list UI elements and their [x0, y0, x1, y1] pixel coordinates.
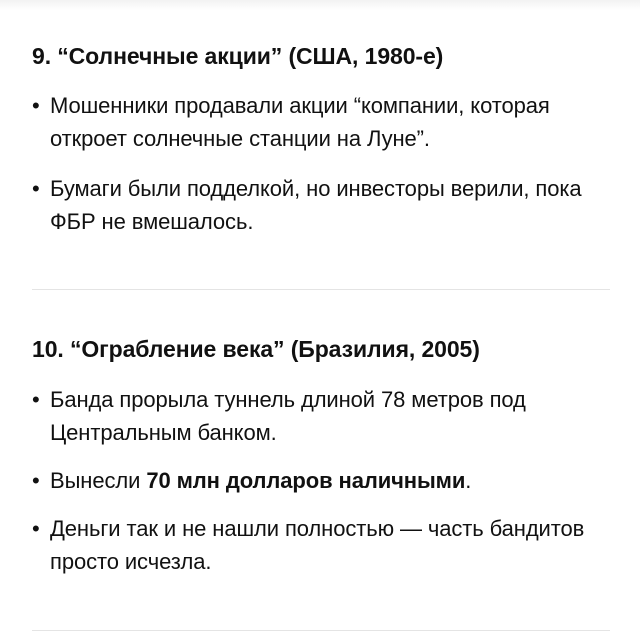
bullet-item: • Мошенники продавали акции “компании, которая откроет солнечные станции на Луне”. [32, 89, 612, 155]
bullet-item: • Банда прорыла туннель длиной 78 метров под Центральным банком. [32, 383, 612, 449]
section-10 [32, 333, 612, 578]
section-10-bullet-list [32, 383, 612, 578]
section-9-heading: 9. “Солнечные акции” (США, 1980-е) [32, 43, 444, 69]
top-edge-shadow [0, 0, 640, 10]
bullet-text-suffix: . [465, 468, 472, 493]
section-9 [32, 40, 612, 238]
bullet-item: • Бумаги были подделкой, но инвесторы верили, пока ФБР не вмешалось. [32, 172, 612, 238]
section-9-bullet-list [32, 89, 612, 238]
bullet-item-emphasis [32, 464, 612, 497]
bullet-text-bold: 70 млн долларов наличными [146, 468, 466, 493]
section-divider [32, 630, 610, 631]
section-divider [32, 289, 610, 290]
section-10-heading: 10. “Ограбление века” (Бразилия, 2005) [32, 336, 480, 362]
bullet-text-prefix: Вынесли [50, 468, 147, 493]
bullet-item: • Деньги так и не нашли полностью — часть бандитов просто исчезла. [32, 512, 612, 578]
